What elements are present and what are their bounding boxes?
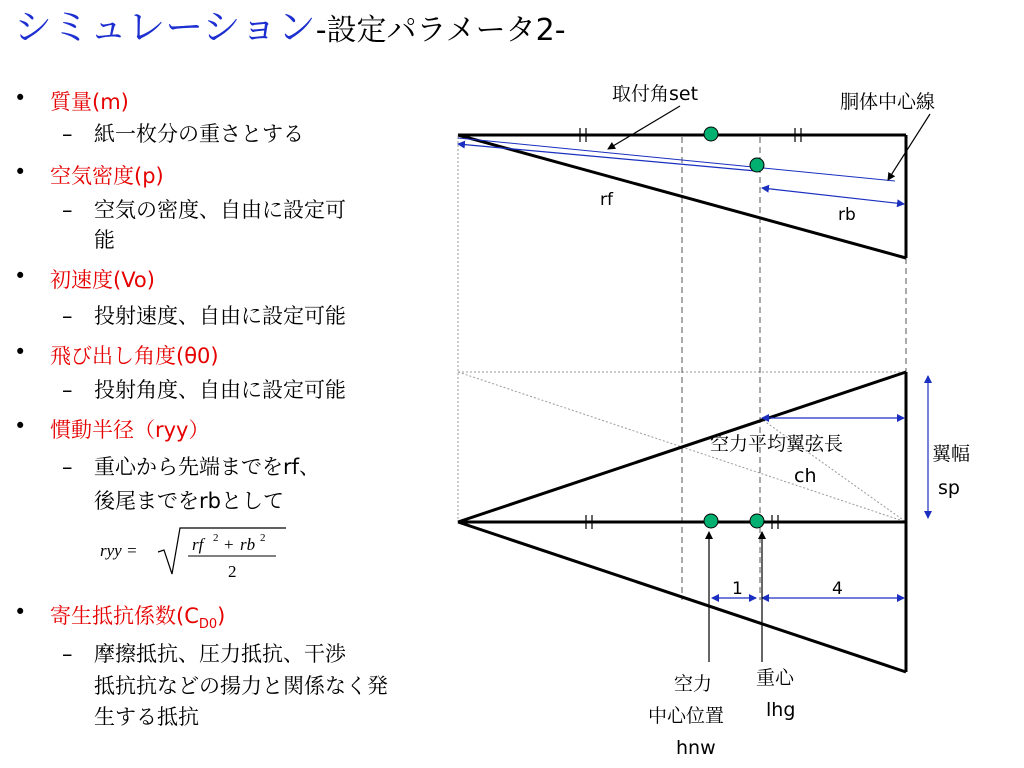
rf-dimension: [458, 144, 756, 171]
formula-rf: rf: [192, 535, 204, 554]
formula-den: 2: [228, 562, 237, 581]
title-main: シミュレーション: [14, 5, 316, 49]
aero-center-marker: [704, 514, 718, 528]
dim-4-label: 4: [832, 579, 843, 599]
formula-plus: +: [224, 535, 234, 554]
sub-item-text: 生する抵抗: [94, 705, 199, 729]
aero-label-1: 空力: [674, 673, 713, 695]
bullet-dot: •: [14, 160, 27, 184]
bullet-dot: •: [14, 86, 27, 110]
formula-sup: 2: [213, 532, 219, 544]
cg-marker-top: [750, 158, 764, 172]
dim-1-label: 1: [732, 579, 743, 599]
sub-item-text: 能: [94, 228, 115, 252]
sub-item-text: 摩擦抵抗、圧力抵抗、干渉: [94, 642, 346, 666]
bullet-dot: •: [14, 264, 27, 288]
aero-center-marker-top: [704, 127, 718, 141]
aero-label-3: hnw: [676, 737, 716, 759]
sub-item-text: 投射速度、自由に設定可能: [94, 304, 346, 328]
formula-lhs: ryy =: [100, 541, 138, 560]
aero-label-2: 中心位置: [648, 705, 725, 727]
formula-rb: rb: [240, 535, 256, 554]
bullet-label: 空気密度(p): [50, 164, 164, 188]
bullet-label: 飛び出し角度(θ0): [50, 344, 219, 368]
rb-label: rb: [838, 205, 856, 225]
span-label: 翼幅: [932, 443, 971, 465]
body-center-line: [458, 138, 895, 181]
sub-item-text: 重心から先端までをrf、: [94, 455, 321, 479]
set-label: 取付角set: [612, 83, 699, 105]
sub-item-text: 空気の密度、自由に設定可: [94, 198, 346, 222]
cg-label-2: lhg: [766, 699, 796, 721]
bullet-dot: •: [14, 340, 27, 364]
bullet-dot: •: [14, 414, 27, 438]
rf-label: rf: [600, 190, 613, 210]
bullet-label: 質量(m): [50, 90, 129, 114]
span-label-2: sp: [938, 477, 960, 499]
bullet-dot: •: [14, 600, 27, 624]
sub-item-text: 後尾までをrbとして: [94, 489, 284, 513]
cg-marker: [750, 514, 764, 528]
formula-sup: 2: [260, 532, 266, 544]
title-sub: -設定パラメータ2-: [315, 13, 566, 48]
chord-label-2: ch: [794, 465, 817, 487]
rb-dimension: [762, 188, 904, 204]
sub-item-text: 抵抗抗などの揚力と関係なく発: [94, 674, 388, 698]
body-center-label: 胴体中心線: [840, 91, 936, 113]
body-center-pointer: [888, 114, 930, 180]
set-pointer: [608, 106, 680, 149]
sub-item-text: 投射角度、自由に設定可能: [94, 378, 346, 402]
bullet-label: 寄生抵抗係数$(C_{D0})$: [50, 604, 226, 633]
chord-label: 空力平均翼弦長: [710, 433, 844, 455]
bullet-label: 初速度(Vo): [50, 268, 155, 292]
slide: シミュレーション-設定パラメータ2- • 質量(m) – 紙一枚分の重さとする • 空気密度(p) – 空気の密度、自由に設定可 能 • 初速度(Vo) – 投射速度、自由に設定可能 • 飛び出し角度(θ0) – 投射角度、自由に設定可能 • 慣動半径（ryy） – 重心から先端までをrf、 後尾までをrbとして • 寄生抵抗係数$(C_{D0})$ – 摩擦抵抗、圧力抵抗、干渉 抵抗抗などの揚力と関係なく発 生する抵抗 ryy = rf 2 + rb 2 2 取付角set 胴体中心線 rf rb 空力平均翼弦長 ch 翼幅 sp 1 4 空力 中心位置 hnw 重心 lhg: [0, 0, 1024, 768]
sub-item-text: 紙一枚分の重さとする: [94, 122, 304, 146]
bullet-label: 慣動半径（ryy）: [50, 418, 210, 442]
cg-label-1: 重心: [756, 667, 795, 689]
